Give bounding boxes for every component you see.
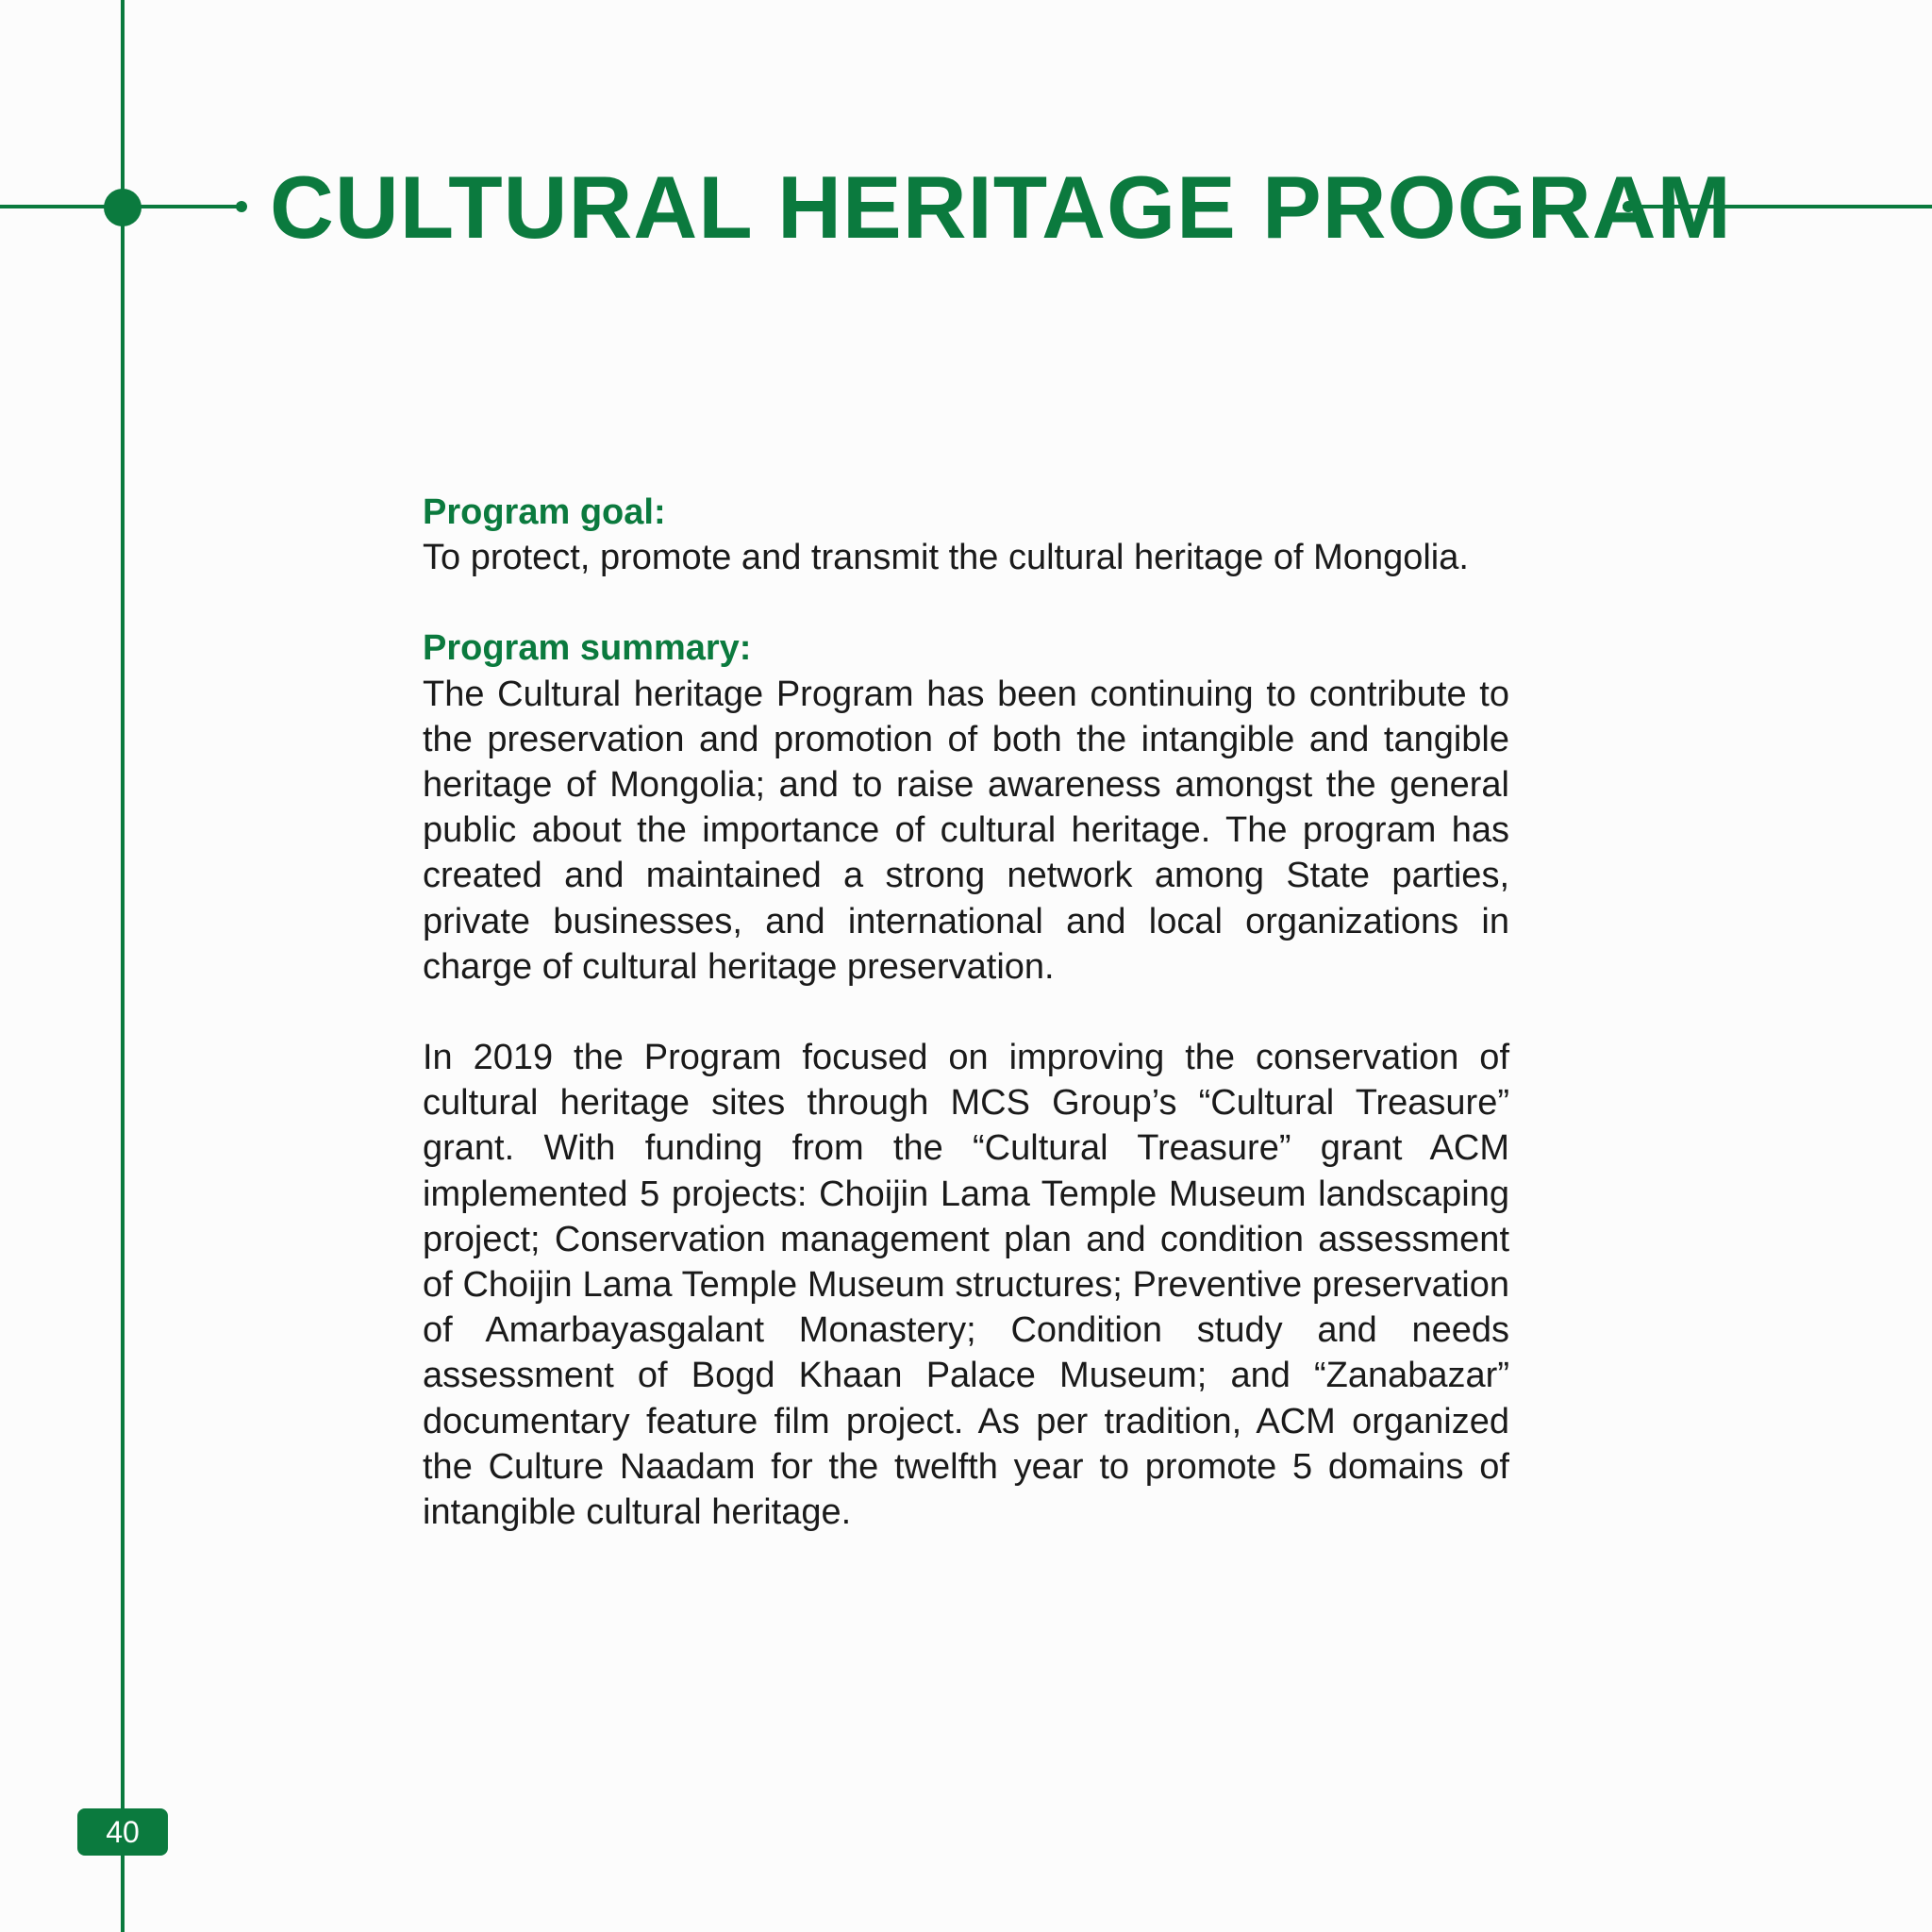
spacer — [423, 580, 1509, 625]
summary-heading: Program summary: — [423, 628, 752, 669]
vertical-rule — [121, 0, 125, 1932]
page-title: CULTURAL HERITAGE PROGRAM — [270, 158, 1732, 257]
summary-paragraph-2: In 2019 the Program focused on improving the conservation of cultural heritage sites through MCS Group’s “Cultural Treasure” grant. With funding from the “Cultural Treasure” grant ACM implemented 5 projects: Choijin Lama Temple Museum landscaping project; Conservation management plan and condition assessment of Choijin Lama Temple Museum structures; Preventive preservation of Amarbayasgalant Monastery; Condition study and needs assessment of Bogd Khaan Palace Museum; and “Zanabazar” documentary feature film project. As per tradition, ACM organized the Culture Naadam for the twelfth year to promote 5 domains of intangible cultural heritage. — [423, 1038, 1509, 1533]
rule-end-dot-left — [236, 201, 247, 212]
main-content — [423, 490, 1509, 1535]
page-number-badge: 40 — [77, 1808, 168, 1856]
goal-text: To protect, promote and transmit the cultural heritage of Mongolia. — [423, 538, 1469, 578]
spacer — [423, 990, 1509, 1035]
rule-junction-dot — [104, 189, 142, 226]
summary-paragraph-1: The Cultural heritage Program has been continuing to contribute to the preservation and promotion of both the intangible and tangible heritage of Mongolia; and to raise awareness amongst the general public about the importance of cultural heritage. The program has created and maintained a strong network among State parties, private businesses, and international and local organizations in charge of cultural heritage preservation. — [423, 674, 1509, 987]
goal-heading: Program goal: — [423, 492, 666, 532]
